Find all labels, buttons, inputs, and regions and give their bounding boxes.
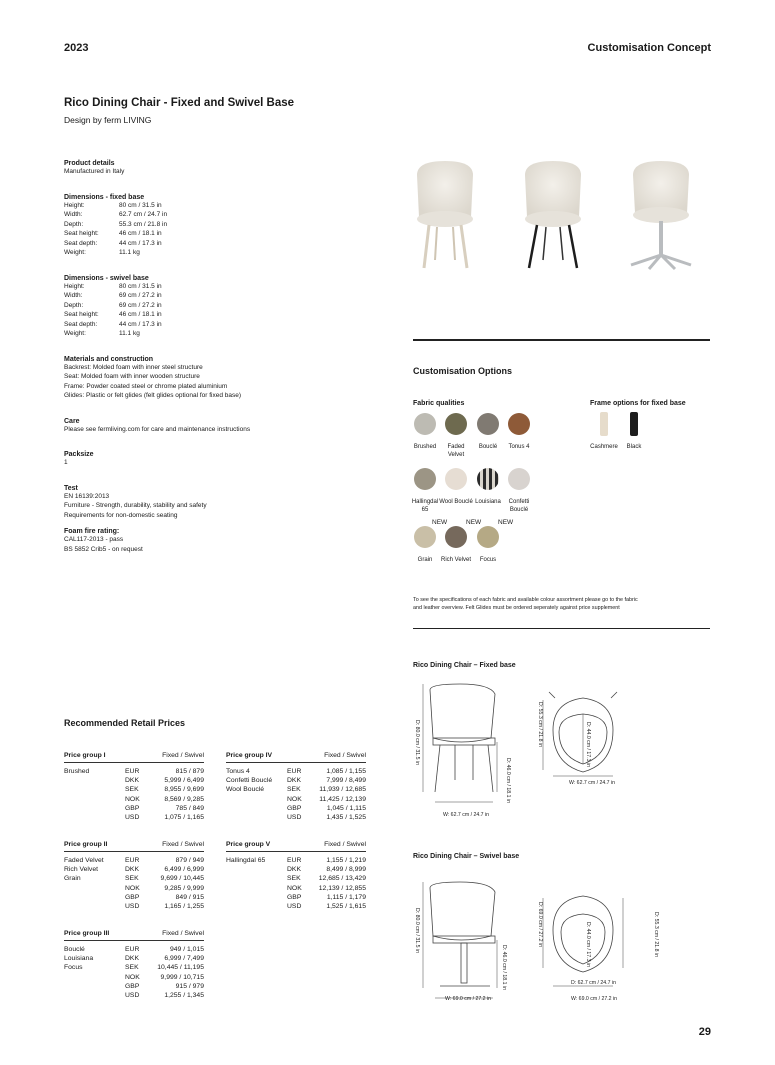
- fixed-drawing-title: Rico Dining Chair – Fixed base: [413, 662, 516, 669]
- spec-column: [64, 160, 364, 554]
- price-group-name: Price group IV: [226, 752, 273, 759]
- fabric-name: Rich Velvet: [440, 557, 471, 563]
- fixed-swivel-label: Fixed / Swivel: [162, 752, 204, 759]
- dim-value: 69 cm / 27.2 in: [119, 301, 162, 309]
- price-currency: EUR: [125, 857, 140, 864]
- fabric-note: [413, 596, 638, 612]
- price-fabric: Hallingdal 65: [226, 857, 266, 864]
- dim-value: 46 cm / 18.1 in: [119, 230, 162, 237]
- price-currency: GBP: [287, 893, 302, 901]
- dim-row: [64, 220, 364, 230]
- fixed-swivel-label: Fixed / Swivel: [324, 841, 366, 848]
- price-group-header: [226, 752, 366, 763]
- price-value: 9,699 / 10,445: [160, 875, 204, 883]
- price-value: 12,139 / 12,855: [318, 884, 366, 892]
- price-value: 815 / 879: [175, 768, 204, 775]
- new-tag: NEW: [432, 519, 448, 526]
- price-currency: USD: [125, 814, 140, 821]
- price-value: 11,425 / 12,139: [319, 795, 366, 803]
- fabric-swatch: [477, 468, 499, 490]
- care-text: Please see fermliving.com for care and maintenance instructions: [64, 425, 251, 433]
- fixed-depth-label: D: 55.3 cm / 21.8 in: [537, 702, 543, 747]
- fabric-name: Confetti Bouclé: [508, 499, 530, 513]
- price-fabric: Louisiana: [64, 955, 94, 963]
- price-value: 849 / 915: [175, 893, 204, 901]
- dim-name: Weight:: [64, 330, 86, 337]
- fabric-label: Fabric qualities: [413, 400, 465, 407]
- dim-row: [64, 320, 364, 330]
- dim-row: [64, 248, 364, 258]
- foam-label: Foam fire rating:: [64, 528, 120, 535]
- fabric-swatch: [445, 413, 467, 435]
- price-currency: NOK: [125, 795, 140, 803]
- price-value: 8,955 / 9,699: [164, 786, 204, 794]
- swivel-drawing-title: Rico Dining Chair – Swivel base: [413, 853, 520, 860]
- price-currency: EUR: [287, 857, 302, 864]
- concept-label: Customisation Concept: [587, 42, 711, 54]
- fixed-top-width-label: W: 62.7 cm / 24.7 in: [569, 780, 616, 786]
- price-currency: DKK: [287, 866, 301, 874]
- price-value: 10,445 / 11,195: [157, 964, 204, 972]
- price-value: 785 / 849: [175, 804, 204, 812]
- dim-name: Seat depth:: [64, 239, 98, 247]
- fabric-name: Faded Velvet: [447, 444, 465, 458]
- price-currency: USD: [125, 992, 140, 999]
- dim-value: 46 cm / 18.1 in: [119, 311, 162, 318]
- new-tag: NEW: [498, 519, 514, 526]
- dim-swivel-table: [64, 282, 364, 339]
- dim-value: 80 cm / 31.5 in: [119, 201, 162, 209]
- frame-swatch: [600, 412, 608, 436]
- fabric-swatch: [477, 526, 499, 548]
- fabric-name: Wool Bouclé: [439, 499, 473, 505]
- technical-drawings: [405, 680, 715, 1010]
- divider: [413, 628, 710, 629]
- dim-fixed-table: [64, 201, 364, 258]
- frame-name: Black: [626, 444, 642, 450]
- chair-photo-swivel: [631, 161, 691, 269]
- price-group-header: [226, 841, 366, 852]
- dim-swivel-label: Dimensions - swivel base: [64, 274, 149, 282]
- price-group-name: Price group II: [64, 841, 108, 848]
- care-label: Care: [64, 417, 80, 425]
- dim-value: 80 cm / 31.5 in: [119, 282, 162, 290]
- fabric-swatch: [508, 413, 530, 435]
- price-value: 9,285 / 9,999: [164, 884, 204, 892]
- price-value: 879 / 949: [175, 857, 204, 864]
- dim-row: [64, 210, 364, 220]
- dim-row: [64, 229, 364, 239]
- divider: [413, 339, 710, 341]
- fixed-width-label: W: 62.7 cm / 24.7 in: [443, 812, 490, 818]
- fixed-swivel-label: Fixed / Swivel: [162, 930, 204, 937]
- price-currency: NOK: [125, 884, 140, 892]
- price-value: 1,155 / 1,219: [326, 857, 366, 864]
- fixed-swivel-label: Fixed / Swivel: [162, 841, 204, 848]
- price-value: 1,045 / 1,115: [326, 804, 366, 812]
- price-value: 6,499 / 6,999: [164, 866, 204, 874]
- price-currency: SEK: [125, 964, 139, 972]
- chair-photo-cashmere: [417, 161, 473, 268]
- price-group-header: [64, 930, 204, 941]
- price-fabric: Rich Velvet: [64, 866, 99, 874]
- materials-line: Frame: Powder coated steel or chrome plated aluminium: [64, 382, 228, 390]
- fabric-swatch: [414, 468, 436, 490]
- price-currency: USD: [125, 903, 140, 910]
- price-value: 1,255 / 1,345: [164, 992, 204, 999]
- swivel-width-label: W: 69.0 cm / 27.2 in: [445, 996, 492, 1002]
- dim-fixed-label: Dimensions - fixed base: [64, 193, 145, 201]
- dim-name: Height:: [64, 282, 85, 290]
- swivel-top-depth-label: D: 55.3 cm / 21.8 in: [653, 912, 659, 957]
- packsize-value: 1: [64, 459, 68, 466]
- fixed-swivel-label: Fixed / Swivel: [324, 752, 366, 759]
- year: 2023: [64, 42, 89, 54]
- price-fabric: Grain: [64, 875, 81, 883]
- chair-photos: [405, 155, 715, 275]
- fabric-name: Louisiana: [475, 499, 501, 505]
- price-currency: DKK: [125, 955, 139, 963]
- price-currency: GBP: [125, 804, 140, 812]
- dim-name: Width:: [64, 211, 83, 218]
- dim-row: [64, 291, 364, 301]
- dim-name: Height:: [64, 201, 85, 209]
- dim-row: [64, 282, 364, 292]
- fabric-name: Brushed: [413, 444, 437, 450]
- price-currency: NOK: [287, 884, 302, 892]
- price-fabric: Focus: [64, 964, 83, 972]
- fabric-swatch: [414, 526, 436, 548]
- price-value: 5,999 / 6,499: [164, 777, 204, 785]
- price-fabric: Bouclé: [64, 946, 85, 953]
- price-currency: DKK: [125, 866, 139, 874]
- swivel-seat-label: D: 46.0 cm / 18.1 in: [501, 945, 507, 990]
- dim-value: 11.1 kg: [119, 330, 140, 337]
- chair-photo-black: [525, 161, 581, 268]
- fabric-name: Bouclé: [478, 444, 498, 450]
- prices-title: Recommended Retail Prices: [64, 718, 186, 728]
- dim-value: 62.7 cm / 24.7 in: [119, 211, 168, 218]
- dim-value: 55.3 cm / 21.8 in: [119, 220, 168, 228]
- fabric-swatch: [445, 526, 467, 548]
- price-currency: EUR: [125, 946, 140, 953]
- fabric-name: Hallingdal 65: [411, 499, 439, 513]
- fabric-swatch: [414, 413, 436, 435]
- price-value: 1,075 / 1,165: [164, 814, 204, 821]
- dim-name: Width:: [64, 292, 83, 299]
- dim-name: Seat depth:: [64, 320, 98, 328]
- price-fabric: Brushed: [64, 768, 90, 775]
- fabric-name: Focus: [479, 557, 497, 563]
- details-text: Manufactured in Italy: [64, 168, 125, 175]
- price-value: 1,435 / 1,525: [326, 814, 366, 821]
- fixed-seat-label: D: 46.0 cm / 18.1 in: [505, 758, 511, 803]
- test-label: Test: [64, 484, 78, 492]
- price-currency: NOK: [287, 795, 302, 803]
- fabric-swatch: [477, 413, 499, 435]
- dim-name: Depth:: [64, 220, 84, 228]
- materials-line: Glides: Plastic or felt glides (felt glides optional for fixed base): [64, 392, 242, 399]
- price-value: 11,939 / 12,685: [319, 786, 366, 794]
- frame-swatch: [630, 412, 638, 436]
- foam-line: CAL117-2013 - pass: [64, 536, 124, 543]
- test-line: Requirements for non-domestic seating: [64, 511, 178, 519]
- designer: Design by ferm LIVING: [64, 115, 152, 125]
- price-value: 8,569 / 9,285: [164, 795, 204, 803]
- swivel-seat-depth-label: D: 44.0 cm / 17.3 in: [585, 922, 591, 967]
- fabric-name: Tonus 4: [508, 444, 530, 450]
- fabric-swatch: [445, 468, 467, 490]
- price-value: 1,085 / 1,155: [326, 768, 366, 775]
- dim-row: [64, 239, 364, 249]
- swivel-top-width-label: W: 69.0 cm / 27.2 in: [571, 996, 618, 1002]
- dim-name: Seat height:: [64, 230, 99, 237]
- customisation-title: Customisation Options: [413, 366, 512, 376]
- price-value: 8,499 / 8,999: [326, 866, 366, 874]
- price-fabric: Tonus 4: [226, 768, 250, 775]
- price-value: 6,999 / 7,499: [164, 955, 204, 963]
- price-currency: SEK: [287, 875, 301, 883]
- price-currency: SEK: [125, 786, 139, 794]
- new-tag: NEW: [466, 519, 482, 526]
- price-currency: USD: [287, 903, 302, 910]
- dim-row: [64, 301, 364, 311]
- swivel-depth-label: D: 69.0 cm / 27.2 in: [537, 902, 543, 947]
- price-value: 1,165 / 1,255: [164, 903, 204, 910]
- price-value: 9,999 / 10,715: [160, 973, 204, 981]
- test-line: EN 16139:2013: [64, 492, 110, 500]
- dim-row: [64, 329, 364, 339]
- fixed-seat-depth-label: D: 44.0 cm / 17.3 in: [585, 722, 591, 767]
- price-value: 7,999 / 8,499: [326, 777, 366, 785]
- price-group-header: [64, 841, 204, 852]
- price-value: 1,525 / 1,615: [326, 903, 366, 910]
- price-value: 949 / 1,015: [169, 946, 204, 953]
- swivel-top-d-label: D: 62.7 cm / 24.7 in: [571, 980, 616, 986]
- price-fabric: Wool Bouclé: [226, 786, 265, 794]
- fixed-height-label: D: 80.0 cm / 31.5 in: [414, 720, 420, 765]
- price-currency: DKK: [287, 777, 301, 785]
- dim-value: 69 cm / 27.2 in: [119, 292, 162, 299]
- note-line: To see the specifications of each fabric and available colour assortment please go to the fabric: [413, 597, 638, 603]
- materials-label: Materials and construction: [64, 355, 154, 363]
- price-currency: GBP: [287, 804, 302, 812]
- price-group-name: Price group III: [64, 930, 110, 937]
- foam-line: BS 5852 Crib5 - on request: [64, 545, 143, 553]
- price-fabric: Confetti Bouclé: [226, 777, 273, 785]
- price-currency: SEK: [125, 875, 139, 883]
- frame-label: Frame options for fixed base: [590, 400, 686, 407]
- price-value: 12,685 / 13,429: [318, 875, 366, 883]
- materials-line: Seat: Molded foam with inner wooden structure: [64, 373, 200, 380]
- price-fabric: Faded Velvet: [64, 857, 104, 864]
- fabric-swatch: [508, 468, 530, 490]
- price-currency: SEK: [287, 786, 301, 794]
- price-value: 915 / 979: [175, 982, 204, 990]
- swivel-height-label: D: 80.0 cm / 31.5 in: [414, 908, 420, 953]
- details-label: Product details: [64, 160, 115, 167]
- price-currency: NOK: [125, 973, 140, 981]
- note-line: and leather overview. Felt Glides must be ordered seperately against price supplement: [413, 605, 620, 611]
- materials-line: Backrest: Molded foam with inner steel structure: [64, 363, 203, 371]
- dim-name: Seat height:: [64, 311, 99, 318]
- page-number: 29: [698, 1026, 711, 1038]
- fabric-name: Grain: [417, 557, 433, 563]
- price-currency: DKK: [125, 777, 139, 785]
- dim-value: 44 cm / 17.3 in: [119, 239, 162, 247]
- packsize-label: Packsize: [64, 451, 94, 458]
- price-group-name: Price group V: [226, 841, 271, 848]
- price-currency: USD: [287, 814, 302, 821]
- dim-name: Weight:: [64, 249, 86, 256]
- dim-row: [64, 201, 364, 211]
- dim-row: [64, 310, 364, 320]
- price-group-name: Price group I: [64, 752, 106, 759]
- price-group-header: [64, 752, 204, 763]
- dim-value: 44 cm / 17.3 in: [119, 320, 162, 328]
- price-currency: EUR: [125, 768, 140, 775]
- dim-value: 11.1 kg: [119, 249, 140, 256]
- price-currency: GBP: [125, 982, 140, 990]
- frame-name: Cashmere: [590, 444, 618, 450]
- dim-name: Depth:: [64, 301, 84, 309]
- price-currency: EUR: [287, 768, 302, 775]
- test-line: Furniture - Strength, durability, stability and safety: [64, 502, 207, 509]
- price-currency: GBP: [125, 893, 140, 901]
- price-value: 1,115 / 1,179: [326, 893, 366, 901]
- page-title: Rico Dining Chair - Fixed and Swivel Base: [64, 97, 295, 109]
